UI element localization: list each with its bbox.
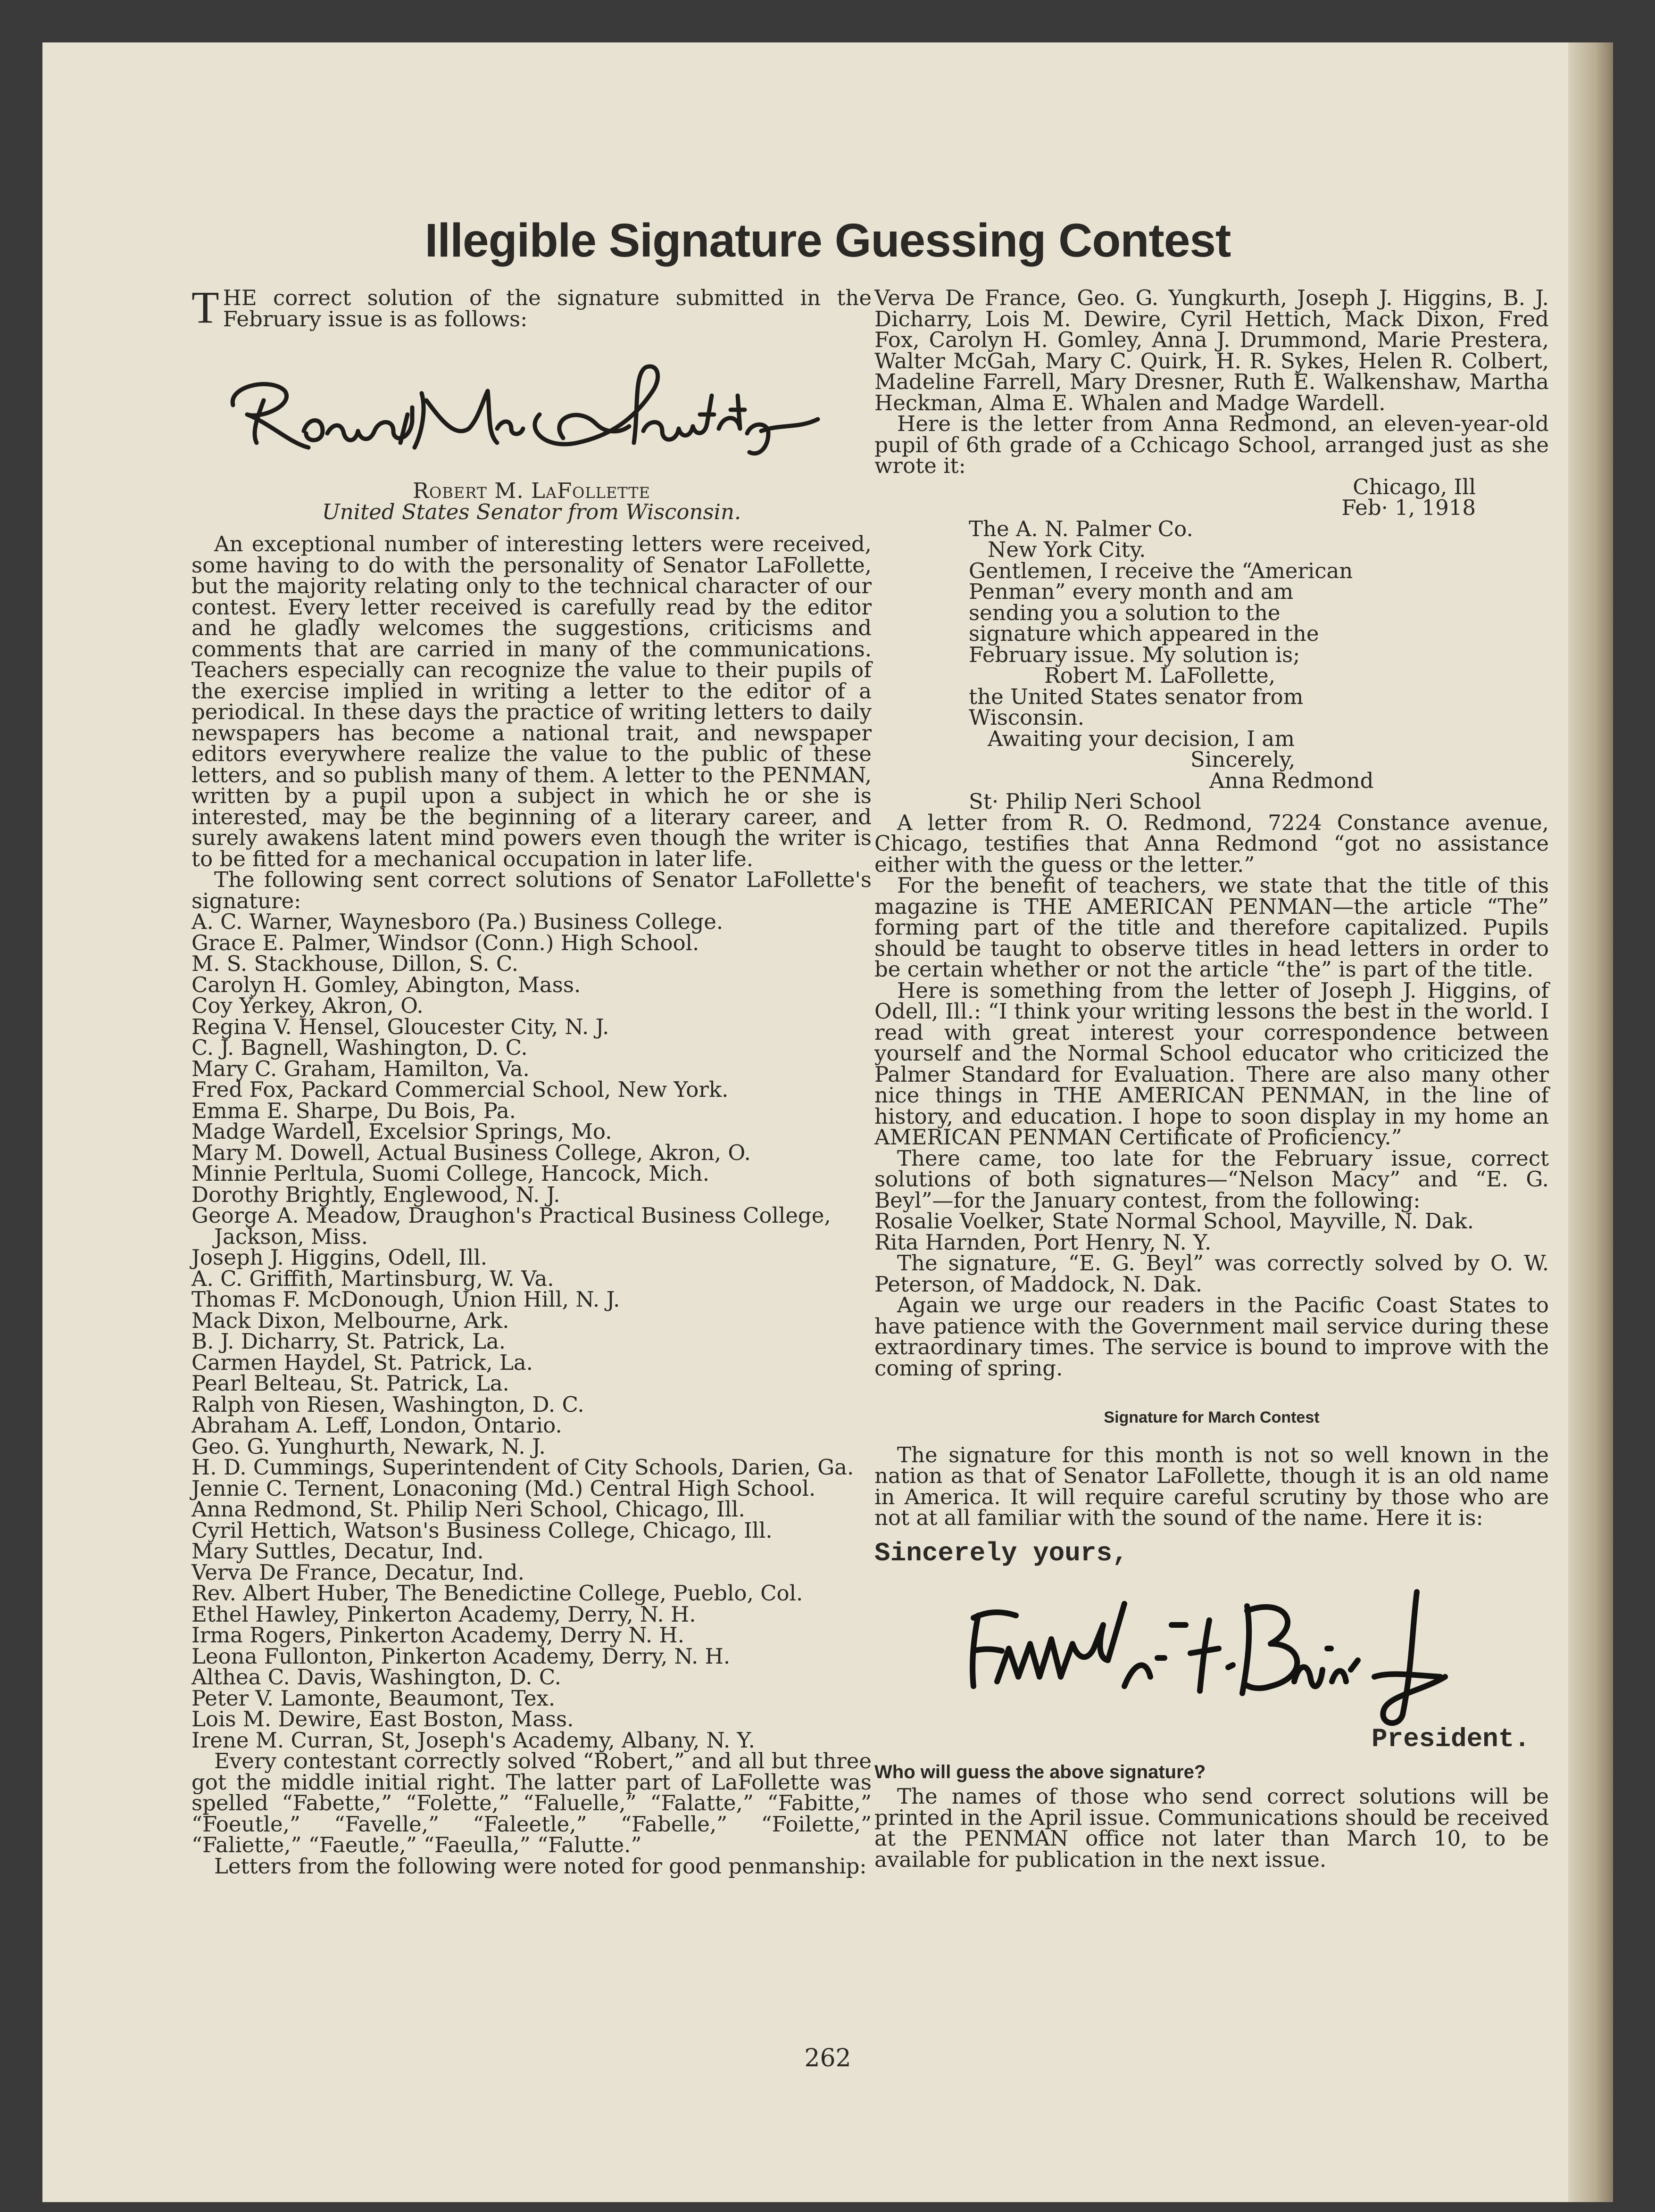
paragraph-benefit: For the benefit of teachers, we state that the title of this magazine is THE AMERICAN PENMAN—the article “The” forming part of the title and therefore capitalized. Pupils should be taught to observe titles in head letters in order to be certain whether or not the article “the” is part of the title.: [874, 873, 1549, 982]
letter-body-line: Wisconsin.: [969, 705, 1084, 730]
letter-signed: Anna Redmond: [1209, 768, 1374, 793]
list-item: Cyril Hettich, Watson's Business College, Chicago, Ill.: [191, 1517, 773, 1543]
list-item: Mary M. Dowell, Actual Business College, Akron, O.: [191, 1140, 751, 1165]
list-item: Mack Dixon, Melbourne, Ark.: [191, 1308, 509, 1333]
list-item: Coy Yerkey, Akron, O.: [191, 993, 424, 1018]
march-contest-heading: Signature for March Contest: [1104, 1408, 1320, 1426]
letter-addressee: The A. N. Palmer Co.: [969, 516, 1193, 541]
right-column: [874, 285, 1549, 1872]
list-item: Minnie Perltula, Suomi College, Hancock, Mich.: [191, 1161, 710, 1186]
list-item: Ethel Hawley, Pinkerton Academy, Derry, N. H.: [191, 1601, 696, 1627]
paragraph-letters-rest: Verva De France, Geo. G. Yungkurth, Joseph J. Higgins, B. J. Dicharry, Lois M. Dewire, Cyril Hettich, Mack Dixon, Fred Fox, Carolyn H. Gomley, Anna J. Drummond, Marie Prestera, Walter McGah, Mary C. Quirk, H. R. Sykes, Helen R. Colbert, Madeline Farrell, Mary Dresner, Ruth E. Walkenshaw, Martha Heckman, Alma E. Whalen and Madge Wardell.: [874, 285, 1549, 415]
paragraph-march: The signature for this month is not so well known in the nation as that of Senator LaFollette, though it is an old name in America. It will require careful scrutiny by those who are not at all familiar with the sound of the name. Here it is:: [874, 1442, 1549, 1530]
letter-place: Chicago, Ill: [1353, 474, 1476, 499]
list-item: Anna Redmond, St. Philip Neri School, Chicago, Ill.: [191, 1497, 745, 1522]
paragraph-too-late: There came, too late for the February issue, correct solutions of both signatures—“Nelson Macy” and “E. G. Beyl”—for the January contest, from the following:: [874, 1145, 1549, 1213]
list-item: M. S. Stackhouse, Dillon, S. C.: [191, 951, 519, 976]
list-item: Leona Fullonton, Pinkerton Academy, Derry, N. H.: [191, 1643, 731, 1669]
paragraph-letters-start: Letters from the following were noted for good penmanship:: [214, 1853, 867, 1879]
list-item: Grace E. Palmer, Windsor (Conn.) High School.: [191, 930, 699, 955]
letter-body-line: signature which appeared in the: [969, 621, 1319, 646]
list-item: C. J. Bagnell, Washington, D. C.: [191, 1035, 528, 1060]
solution-title: United States Senator from Wisconsin.: [322, 499, 741, 524]
paragraph-beyl: The signature, “E. G. Beyl” was correctly solved by O. W. Peterson, of Maddock, N. Dak.: [874, 1251, 1549, 1297]
who-will-guess-heading: Who will guess the above signature?: [874, 1761, 1206, 1782]
typed-closing: Sincerely yours,: [874, 1538, 1128, 1568]
list-item: Jennie C. Ternent, Lonaconing (Md.) Central High School.: [191, 1475, 816, 1501]
paragraph-higgins: Here is something from the letter of Joseph J. Higgins, of Odell, Ill.: “I think your writing lessons the best in the world. I read with great interest your correspondence between yourself and the Normal School educator who criticized the Palmer Standard for Evaluation. There are also many other nice things in THE AMERICAN PENMAN, in the line of history, and education. I hope to soon display in my home an AMERICAN PENMAN Certificate of Proficiency.”: [874, 978, 1549, 1150]
list-item: Carmen Haydel, St. Patrick, La.: [191, 1350, 533, 1375]
solution-name: Robert M. LaFollette: [413, 478, 650, 503]
list-item: Mary Suttles, Decatur, Ind.: [191, 1539, 484, 1564]
list-item: Carolyn H. Gomley, Abington, Mass.: [191, 972, 581, 997]
letter-body-line: sending you a solution to the: [969, 600, 1281, 625]
list-item: H. D. Cummings, Superintendent of City Schools, Darien, Ga.: [191, 1455, 854, 1480]
list-item: Lois M. Dewire, East Boston, Mass.: [191, 1707, 574, 1731]
letter-body-line: Gentlemen, I receive the “American: [969, 558, 1353, 583]
magazine-page: [42, 42, 1613, 2202]
typed-title: President.: [1371, 1724, 1530, 1754]
paragraph-names: The names of those who send correct solutions will be printed in the April issue. Communications should be received at the PENMAN office not later than March 10, to be available for publication in the next issue.: [874, 1784, 1549, 1872]
list-item: Irene M. Curran, St, Joseph's Academy, Albany, N. Y.: [191, 1727, 755, 1753]
letter-date: Feb· 1, 1918: [1341, 495, 1476, 520]
letter-school: St· Philip Neri School: [969, 789, 1201, 814]
letter-body-line: the United States senator from: [969, 684, 1304, 709]
list-item: Emma E. Sharpe, Du Bois, Pa.: [191, 1098, 516, 1123]
list-item: Althea C. Davis, Washington, D. C.: [191, 1665, 561, 1690]
paragraph-redmond: A letter from R. O. Redmond, 7224 Constance avenue, Chicago, testifies that Anna Redmond “got no assistance either with the guess or the letter.”: [874, 810, 1549, 877]
list-item: A. C. Warner, Waynesboro (Pa.) Business College.: [191, 909, 724, 934]
paragraph-here-letter: Here is the letter from Anna Redmond, an eleven-year-old pupil of 6th grade of a Cchicago School, arranged just as she wrote it:: [874, 411, 1549, 478]
lafollette-signature-image: [219, 348, 837, 466]
paragraph-following: The following sent correct solutions of Senator LaFollette's signature:: [191, 867, 872, 913]
letter-closing: Sincerely,: [1190, 747, 1296, 772]
redmond-letter: [969, 474, 1549, 814]
list-item: Joseph J. Higgins, Odell, Ill.: [191, 1245, 488, 1270]
letter-body-line: February issue. My solution is;: [969, 642, 1300, 667]
solver-list: [191, 911, 872, 1751]
paragraph-exceptional: An exceptional number of interesting letters were received, some having to do with the personality of Senator LaFollette, but the majority relating only to the technical character of our contest. Every letter received is carefully read by the editor and he gladly welcomes the suggestions, criticisms and comments that are carried in many of the communications. Teachers especially can recognize the value to their pupils of the exercise implied in writing a letter to the editor of a periodical. In these days the practice of writing letters to daily newspapers has become a national trait, and newspaper editors everywhere realize the value to the public of these letters, and so publish many of them. A letter to the PENMAN, written by a pupil upon a subject in which he or she is interested, may be the beginning of a literary career, and surely awakens latent mind powers even though the writer is to be fitted for a mechanical occupation in later life.: [191, 531, 872, 871]
mystery-signature-image: [945, 1573, 1492, 1729]
list-item: Thomas F. McDonough, Union Hill, N. J.: [191, 1287, 620, 1312]
page-gutter: [1568, 42, 1613, 2202]
letter-body-line: Penman” every month and am: [969, 579, 1294, 604]
list-item: B. J. Dicharry, St. Patrick, La.: [191, 1329, 506, 1354]
drop-cap: T: [191, 282, 219, 332]
list-item: Rita Harnden, Port Henry, N. Y.: [874, 1229, 1212, 1255]
list-item: George A. Meadow, Draughon's Practical Business College, Jackson, Miss.: [191, 1203, 831, 1249]
list-item: Dorothy Brightly, Englewood, N. J.: [191, 1182, 560, 1207]
list-item: Verva De France, Decatur, Ind.: [191, 1559, 524, 1585]
list-item: Ralph von Riesen, Washington, D. C.: [191, 1392, 584, 1417]
list-item: Pearl Belteau, St. Patrick, La.: [191, 1371, 509, 1396]
letter-city: New York City.: [988, 537, 1146, 562]
list-item: A. C. Griffith, Martinsburg, W. Va.: [191, 1266, 554, 1291]
list-item: Madge Wardell, Excelsior Springs, Mo.: [191, 1119, 612, 1144]
paragraph-pacific: Again we urge our readers in the Pacific Coast States to have patience with the Government mail service during these extraordinary times. The service is bound to improve with the coming of spring.: [874, 1292, 1549, 1381]
list-item: Fred Fox, Packard Commercial School, New York.: [191, 1077, 729, 1102]
list-item: Irma Rogers, Pinkerton Academy, Derry N. H.: [191, 1623, 685, 1648]
list-item: Rosalie Voelker, State Normal School, Mayville, N. Dak.: [874, 1209, 1474, 1234]
list-item: Peter V. Lamonte, Beaumont, Tex.: [191, 1685, 556, 1711]
intro-paragraph: THE correct solution of the signature submitted in the February issue is as follows:: [191, 282, 872, 332]
list-item: Regina V. Hensel, Gloucester City, N. J.: [191, 1014, 609, 1039]
letter-body-line: Robert M. LaFollette,: [1044, 663, 1276, 688]
letter-body-line: Awaiting your decision, I am: [988, 726, 1295, 751]
left-column: [191, 282, 872, 1879]
list-item: Abraham A. Leff, London, Ontario.: [191, 1413, 562, 1438]
paragraph-every-contestant: Every contestant correctly solved “Robert,” and all but three got the middle initial right. The latter part of LaFollette was spelled “Fabette,” “Folette,” “Faluelle,” “Falatte,” “Fabitte,” “Foeutle,” “Favelle,” “Faleetle,” “Fabelle,” “Foilette,” “Faliette,” “Faeutle,” “Faeulla,” “Falutte.”: [191, 1748, 872, 1857]
list-item: Geo. G. Yunghurth, Newark, N. J.: [191, 1433, 546, 1459]
page-title: Illegible Signature Guessing Contest: [424, 214, 1231, 267]
list-item: Rev. Albert Huber, The Benedictine College, Pueblo, Col.: [191, 1581, 803, 1606]
page-number: 262: [804, 2044, 851, 2072]
list-item: Mary C. Graham, Hamilton, Va.: [191, 1056, 530, 1081]
